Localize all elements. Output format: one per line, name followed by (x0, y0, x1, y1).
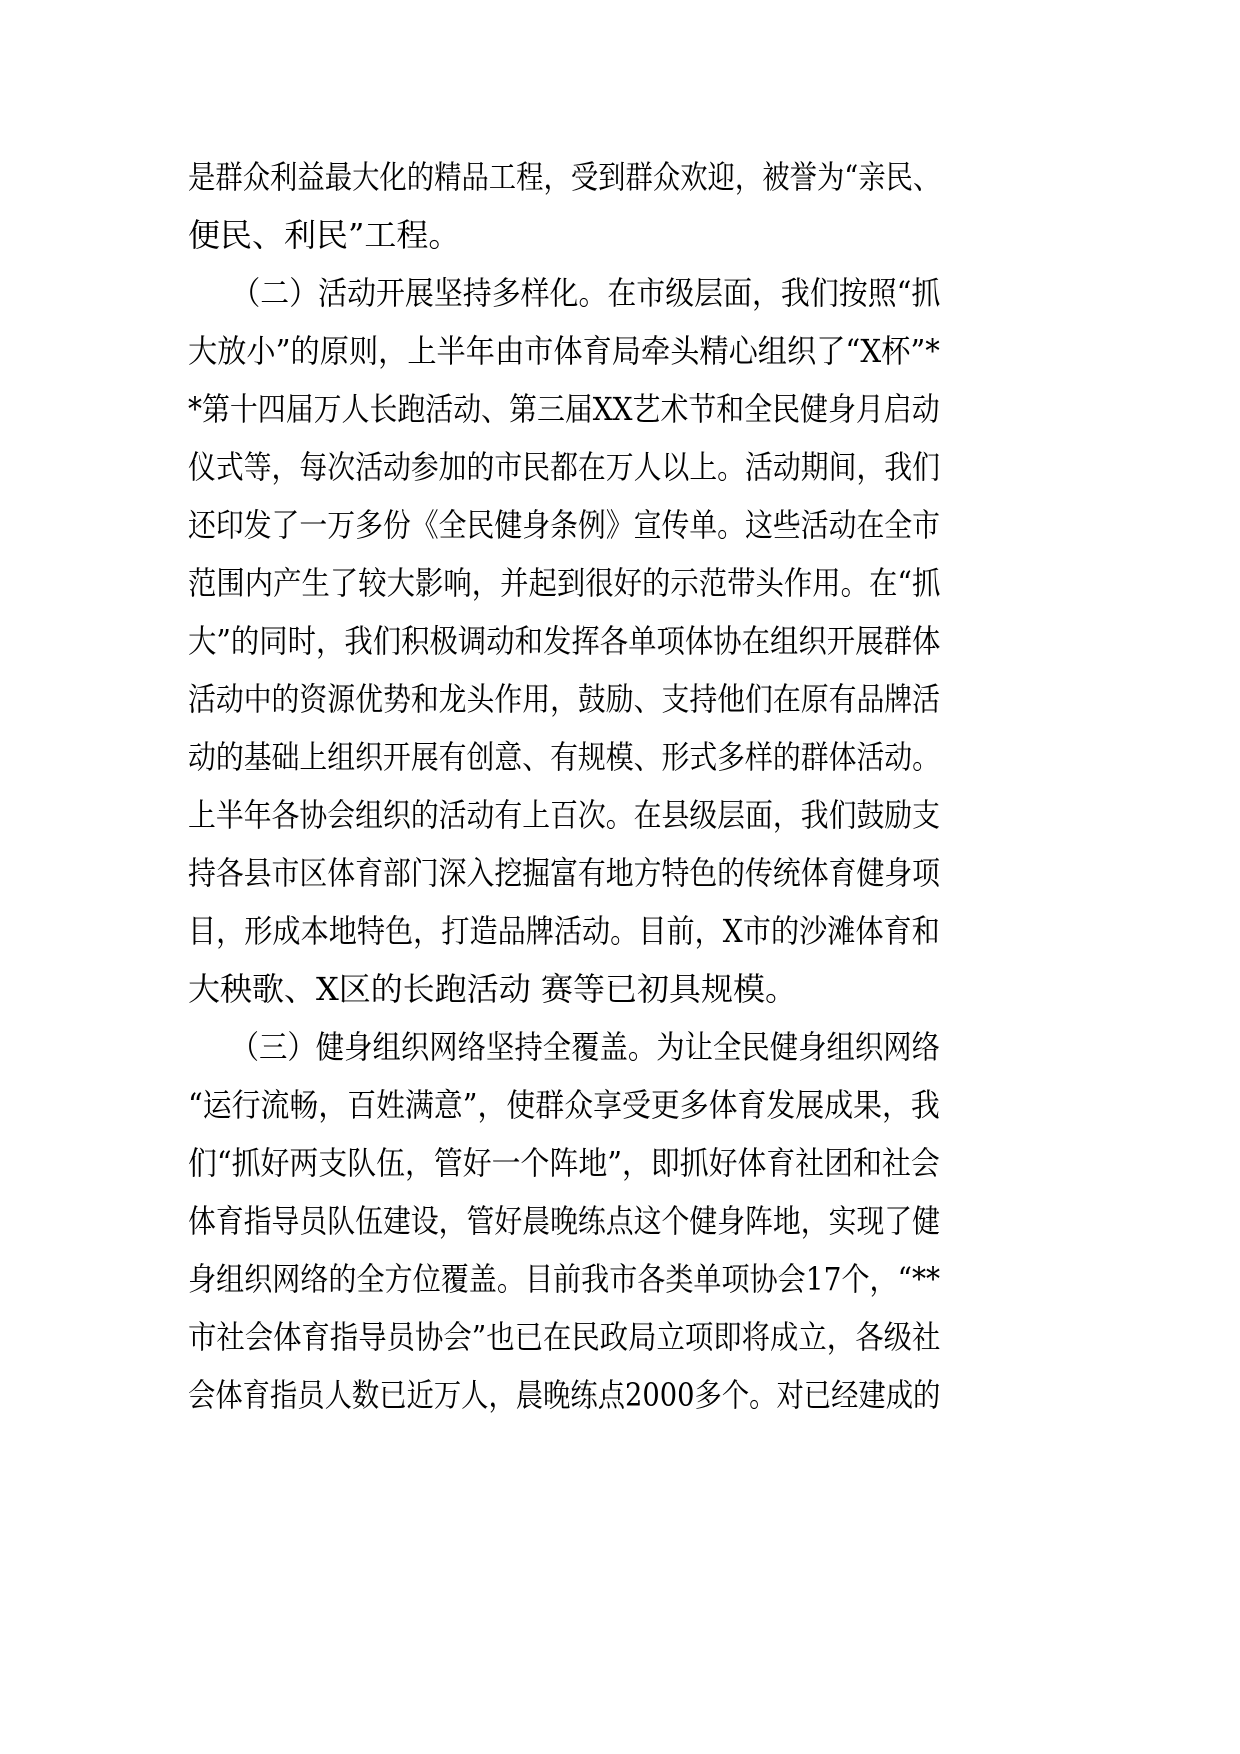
text-line: 范围内产生了较大影响，并起到很好的示范带头作用。在“抓 (188, 564, 941, 602)
text-line: （二）活动开展坚持多样化。在市级层面，我们按照“抓 (188, 274, 941, 312)
text-line: 大”的同时，我们积极调动和发挥各单项体协在组织开展群体 (188, 622, 941, 660)
text-line: 动的基础上组织开展有创意、有规模、形式多样的群体活动。 (188, 738, 941, 776)
text-line: 仪式等，每次活动参加的市民都在万人以上。活动期间，我们 (188, 448, 941, 486)
text-line: 便民、利民”工程。 (188, 216, 461, 254)
text-line: 上半年各协会组织的活动有上百次。在县级层面，我们鼓励支 (188, 796, 941, 834)
text-line: （三）健身组织网络坚持全覆盖。为让全民健身组织网络 (188, 1028, 941, 1066)
text-line: “运行流畅，百姓满意”，使群众享受更多体育发展成果，我 (188, 1086, 940, 1124)
text-line: 目，形成本地特色，打造品牌活动。目前，X市的沙滩体育和 (188, 912, 940, 950)
text-line: 持各县市区体育部门深入挖掘富有地方特色的传统体育健身项 (188, 854, 941, 892)
text-line: 活动中的资源优势和龙头作用，鼓励、支持他们在原有品牌活 (188, 680, 941, 718)
text-line: 会体育指员人数已近万人，晨晚练点2000多个。对已经建成的 (188, 1376, 941, 1414)
text-line: 大秧歌、X区的长跑活动 赛等已初具规模。 (188, 970, 797, 1008)
text-line: 市社会体育指导员协会”也已在民政局立项即将成立，各级社 (188, 1318, 941, 1356)
text-line: 身组织网络的全方位覆盖。目前我市各类单项协会17个，“** (188, 1260, 941, 1298)
text-line: 大放小”的原则，上半年由市体育局牵头精心组织了“X杯”* (188, 332, 940, 370)
text-line: 体育指导员队伍建设，管好晨晚练点这个健身阵地，实现了健 (188, 1202, 941, 1240)
text-line: 是群众利益最大化的精品工程，受到群众欢迎，被誉为“亲民、 (188, 158, 941, 196)
text-line: 们“抓好两支队伍，管好一个阵地”，即抓好体育社团和社会 (188, 1144, 940, 1182)
text-line: 还印发了一万多份《全民健身条例》宣传单。这些活动在全市 (188, 506, 941, 544)
text-line: *第十四届万人长跑活动、第三届XX艺术节和全民健身月启动 (188, 390, 940, 428)
